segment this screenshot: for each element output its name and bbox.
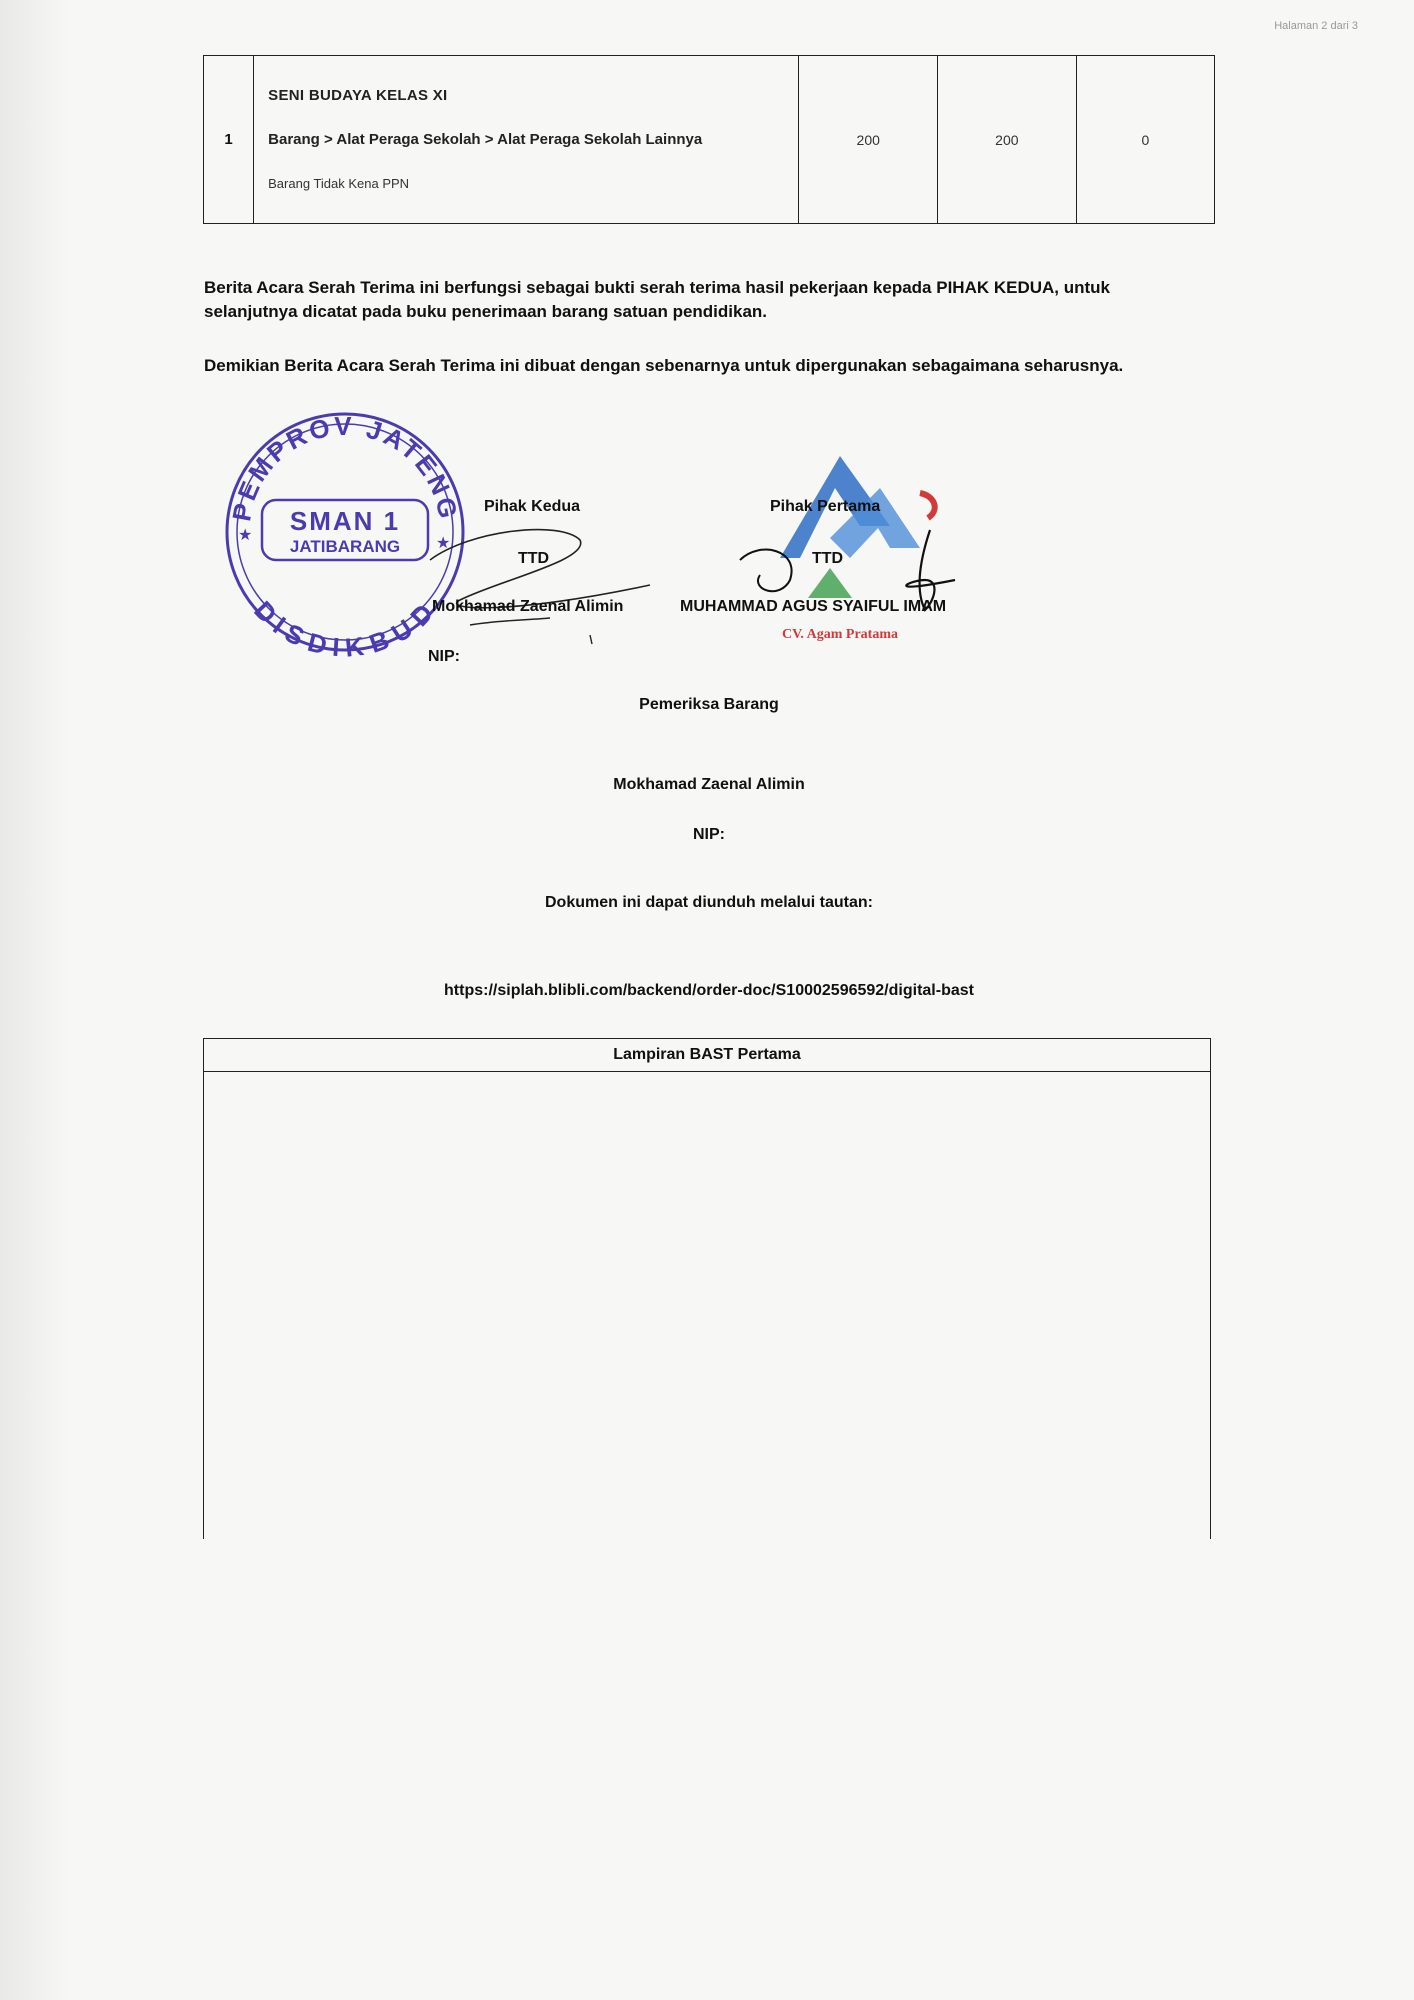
- page-number: Halaman 2 dari 3: [1274, 20, 1358, 32]
- pemeriksa-title: Pemeriksa Barang: [639, 696, 779, 713]
- lampiran-title: Lampiran BAST Pertama: [204, 1039, 1210, 1072]
- paragraph-purpose: Berita Acara Serah Terima ini berfungsi sebagai bukti serah terima hasil pekerjaan kepada PIHAK KEDUA, untuk selanjutnya dicatat pada buku penerimaan barang satuan pendidikan.: [204, 278, 1111, 321]
- pihak-pertama-ttd: TTD: [812, 550, 844, 567]
- item-category: Barang > Alat Peraga Sekolah > Alat Peraga Sekolah Lainnya: [268, 130, 703, 148]
- pihak-kedua-name: Mokhamad Zaenal Alimin: [432, 598, 624, 615]
- item-number: 1: [204, 56, 254, 224]
- qty-received: 200: [938, 56, 1077, 224]
- pihak-kedua-ttd: TTD: [518, 550, 550, 567]
- download-link[interactable]: https://siplah.blibli.com/backend/order-doc/S10002596592/digital-bast: [444, 982, 974, 999]
- item-tax: Barang Tidak Kena PPN: [268, 175, 410, 191]
- lampiran-box: [203, 1038, 1211, 1539]
- pihak-kedua-nip: NIP:: [428, 648, 460, 665]
- pihak-pertama-name: MUHAMMAD AGUS SYAIFUL IMAM: [680, 598, 947, 615]
- download-text: Dokumen ini dapat diunduh melalui tautan:: [544, 894, 873, 911]
- table-row: [204, 56, 1215, 224]
- stamp-school-place: JATIBARANG: [289, 537, 401, 556]
- qty-difference: 0: [1076, 56, 1214, 224]
- item-name: SENI BUDAYA KELAS XI: [268, 86, 448, 104]
- star-icon: ★: [238, 527, 253, 544]
- pihak-pertama-label: Pihak Pertama: [770, 498, 881, 515]
- stamp-top-text: PEMPROV JATENG: [226, 410, 464, 524]
- paragraph-closing: Demikian Berita Acara Serah Terima ini dibuat dengan sebenarnya untuk dipergunakan sebagaimana seharusnya.: [204, 356, 1124, 375]
- star-icon: ★: [436, 535, 451, 552]
- item-table: [203, 55, 1215, 224]
- logo-company-name: CV. Agam Pratama: [781, 627, 899, 642]
- stamp-bottom-text: DISDIKBUD: [248, 594, 442, 663]
- item-description: [254, 56, 799, 224]
- page-edge-shadow: [0, 0, 70, 2000]
- stamp-school-name: SMAN 1: [289, 506, 401, 536]
- handwritten-signatures: [380, 520, 980, 660]
- pihak-kedua-label: Pihak Kedua: [484, 498, 581, 515]
- pemeriksa-nip: NIP:: [693, 826, 725, 843]
- pemeriksa-name: Mokhamad Zaenal Alimin: [613, 776, 805, 793]
- qty-ordered: 200: [799, 56, 938, 224]
